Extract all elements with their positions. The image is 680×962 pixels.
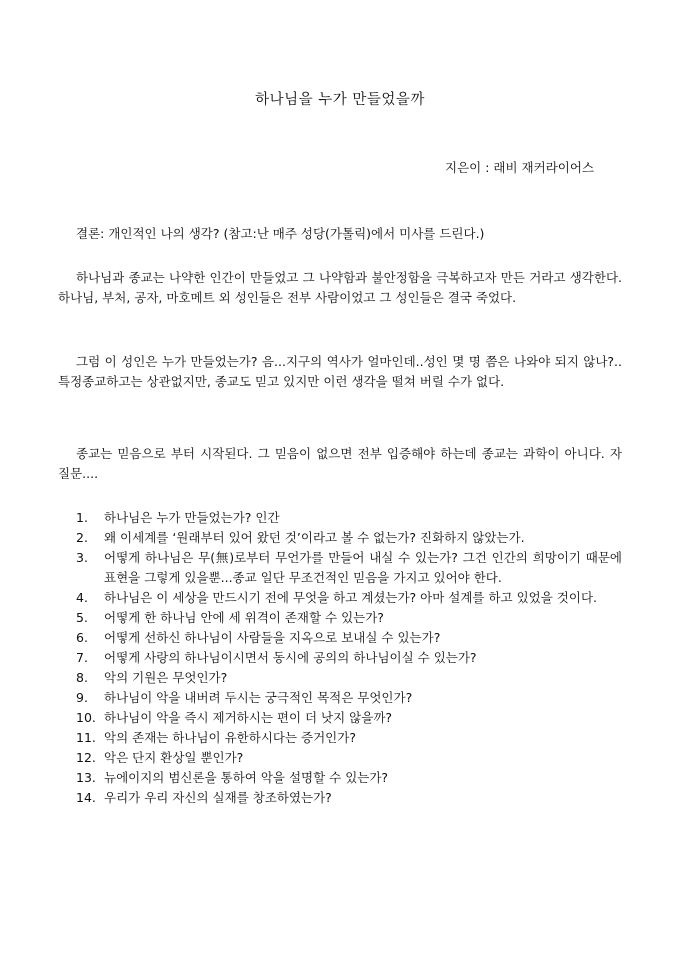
question-list: [58, 508, 622, 808]
list-item-number: 10.: [76, 710, 96, 725]
list-item: [58, 768, 622, 788]
list-item-text: 어떻게 한 하나님 안에 세 위격이 존재할 수 있는가?: [104, 610, 384, 625]
list-item: [58, 648, 622, 668]
list-item-number: 2.: [76, 530, 88, 545]
list-item-text: 우리가 우리 자신의 실재를 창조하였는가?: [104, 790, 332, 805]
paragraph-religion-origin: 하나님과 종교는 나약한 인간이 만들었고 그 나약함과 불안정함을 극복하고자 만든 거라고 생각한다. 하나님, 부처, 공자, 마호메트 외 성인들은 전부 사람이었고 그 성인들은 결국 죽었다.: [58, 270, 622, 305]
list-item-text: 어떻게 선하신 하나님이 사람들을 지옥으로 보내실 수 있는가?: [104, 630, 441, 645]
list-item: [58, 548, 622, 588]
list-item: [58, 748, 622, 768]
paragraph-faith-begins: 종교는 믿음으로 부터 시작된다. 그 믿음이 없으면 전부 입증해야 하는데 종교는 과학이 아니다. 자 질문....: [58, 446, 622, 481]
list-item-text: 하나님은 이 세상을 만드시기 전에 무엇을 하고 계셨는가? 아마 설계를 하고 있었을 것이다.: [104, 590, 597, 605]
list-item-number: 14.: [76, 790, 96, 805]
list-item-number: 5.: [76, 610, 88, 625]
list-item: [58, 708, 622, 728]
list-item-text: 어떻게 사랑의 하나님이시면서 동시에 공의의 하나님이실 수 있는가?: [104, 650, 477, 665]
list-item-text: 뉴에이지의 범신론을 통하여 악을 설명할 수 있는가?: [104, 770, 389, 785]
list-item-text: 하나님이 악을 내버려 두시는 궁극적인 목적은 무엇인가?: [104, 690, 413, 705]
list-item-number: 12.: [76, 750, 96, 765]
list-item-number: 8.: [76, 670, 88, 685]
list-item-text: 왜 이세계를 ‘원래부터 있어 왔던 것’이라고 볼 수 없는가? 진화하지 않았는가.: [104, 530, 525, 545]
list-item-number: 13.: [76, 770, 96, 785]
paragraph-saints-question: 그럼 이 성인은 누가 만들었는가? 음...지구의 역사가 얼마인데..성인 몇 명 쯤은 나와야 되지 않나?.. 특정종교하고는 상관없지만, 종교도 믿고 있지만 이런 생각을 떨쳐 버릴 수가 없다.: [58, 354, 622, 389]
conclusion-paragraph: 결론: 개인적인 나의 생각? (참고:난 매주 성당(가톨릭)에서 미사를 드린다.): [76, 226, 485, 241]
list-item-number: 6.: [76, 630, 88, 645]
list-item-text: 어떻게 하나님은 무(無)로부터 무언가를 만들어 내실 수 있는가? 그건 인간의 희망이기 때문에 표현을 그렇게 있을뿐...종교 일단 무조건적인 믿음을 가지고 있어야 한다.: [104, 550, 622, 585]
list-item: [58, 668, 622, 688]
list-item: [58, 608, 622, 628]
list-item-text: 악의 존재는 하나님이 유한하시다는 증거인가?: [104, 730, 356, 745]
list-item-text: 하나님은 누가 만들었는가? 인간: [104, 510, 280, 525]
list-item: [58, 628, 622, 648]
list-item: [58, 788, 622, 808]
list-item-number: 7.: [76, 650, 88, 665]
list-item: [58, 508, 622, 528]
list-item-text: 악은 단지 환상일 뿐인가?: [104, 750, 244, 765]
list-item: [58, 728, 622, 748]
list-item: [58, 528, 622, 548]
document-title: 하나님을 누가 만들었을까: [255, 92, 425, 108]
list-item: [58, 588, 622, 608]
author-line: 지은이 : 래비 재커라이어스: [445, 160, 594, 175]
list-item-text: 하나님이 악을 즉시 제거하시는 편이 더 낫지 않을까?: [104, 710, 393, 725]
list-item: [58, 688, 622, 708]
list-item-number: 1.: [76, 510, 88, 525]
list-item-number: 3.: [76, 550, 88, 565]
list-item-number: 4.: [76, 590, 88, 605]
list-item-number: 9.: [76, 690, 88, 705]
list-item-text: 악의 기원은 무엇인가?: [104, 670, 228, 685]
list-item-number: 11.: [76, 730, 96, 745]
